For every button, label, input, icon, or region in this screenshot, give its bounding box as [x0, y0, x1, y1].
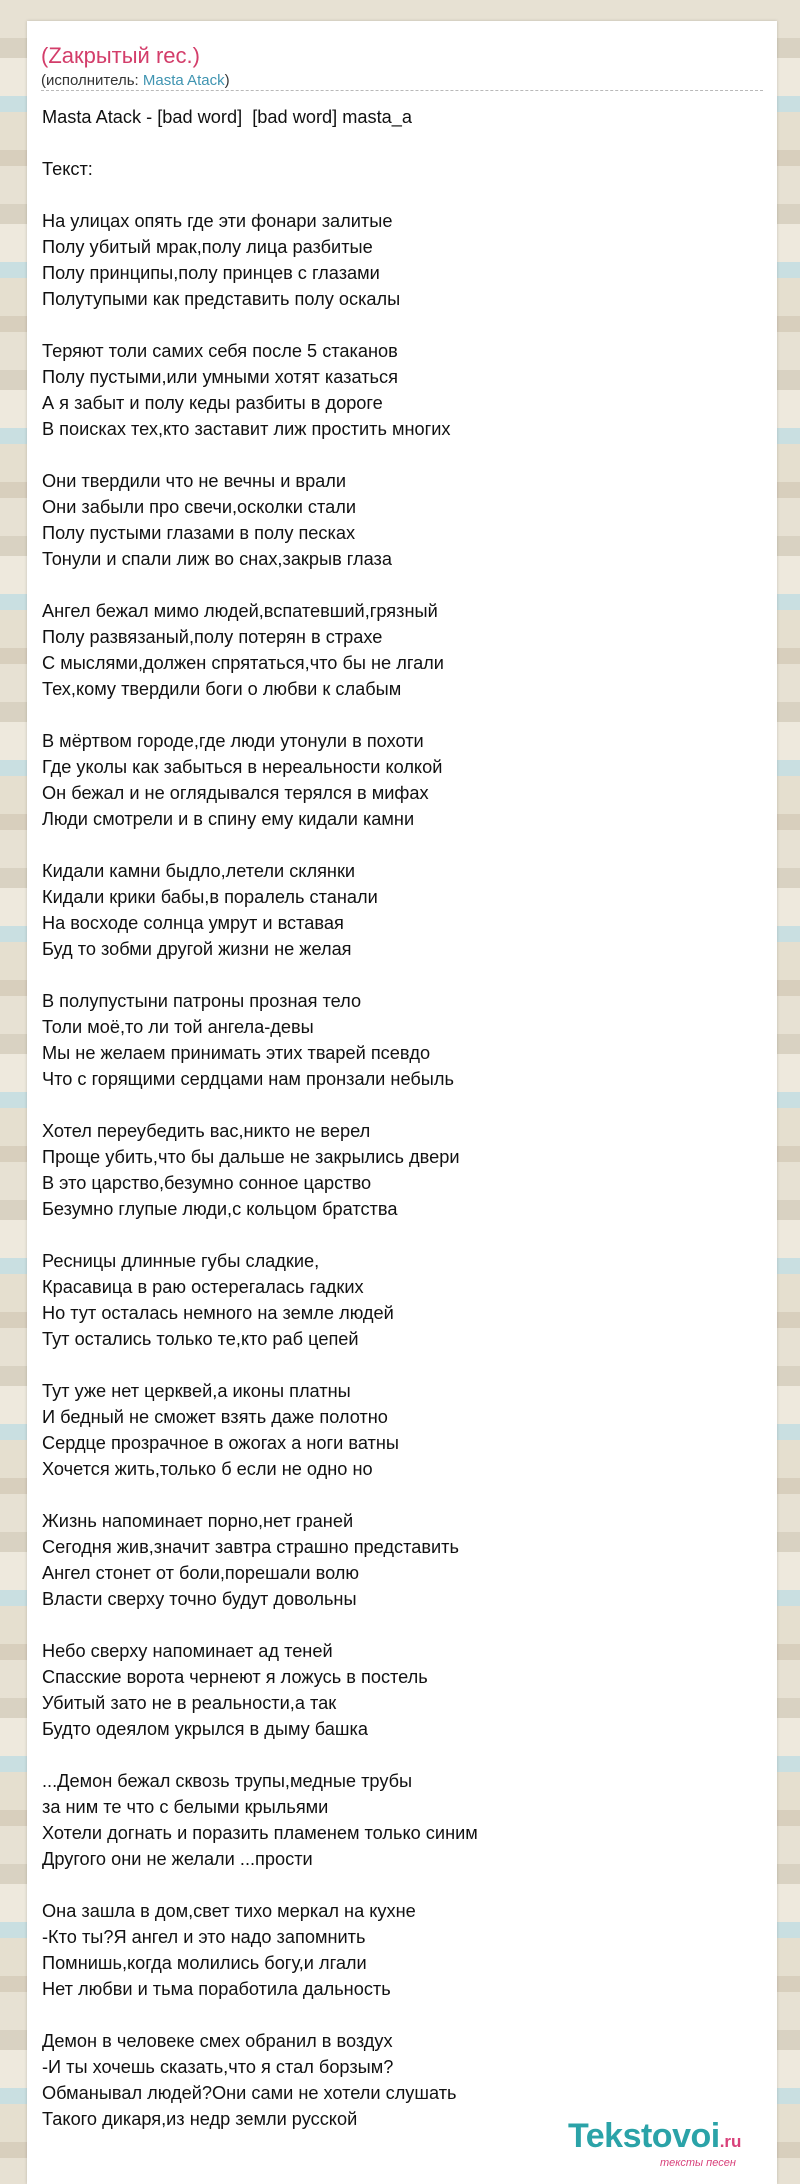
lyric-line: Толи моё,то ли той ангела-девы: [42, 1017, 314, 1037]
lyric-line: В мёртвом городе,где люди утонули в похоти: [42, 731, 424, 751]
logo-tagline: тексты песен: [660, 2157, 736, 2169]
lyric-line: Хотели догнать и поразить пламенем только синим: [42, 1823, 478, 1843]
blank-line: [42, 702, 762, 728]
site-logo[interactable]: [568, 2117, 768, 2177]
lyric-line: На восходе солнца умрут и вставая: [42, 913, 344, 933]
blank-line: [42, 442, 762, 468]
lyric-line: И бедный не сможет взять даже полотно: [42, 1407, 388, 1427]
lyric-line: Полу убитый мрак,полу лица разбитые: [42, 237, 373, 257]
lyric-line: В это царство,безумно сонное царство: [42, 1173, 372, 1193]
lyric-line: за ним те что с белыми крыльями: [42, 1797, 329, 1817]
lyric-line: Но тут осталась немного на земле людей: [42, 1303, 394, 1323]
lyric-line: Небо сверху напоминает ад теней: [42, 1641, 333, 1661]
lyric-line: Тут уже нет церквей,а иконы платны: [42, 1381, 351, 1401]
lyric-line: В поисках тех,кто заставит лиж простить многих: [42, 419, 451, 439]
stanza-list: [42, 208, 762, 2132]
lyric-line: В полупустыни патроны прозная тело: [42, 991, 362, 1011]
lyric-line: Тонули и спали лиж во снах,закрыв глаза: [42, 549, 393, 569]
song-title: (Zакрытый rec.): [41, 43, 200, 68]
performer-line: [41, 72, 230, 89]
lyric-line: А я забыт и полу кеды разбиты в дороге: [42, 393, 383, 413]
lyric-line: Где уколы как забыться в нереальности колкой: [42, 757, 443, 777]
blank-line: [42, 1352, 762, 1378]
blank-line: [42, 962, 762, 988]
blank-line: [42, 2002, 762, 2028]
lyric-line: Будто одеялом укрылся в дыму башка: [42, 1719, 368, 1739]
lyric-line: Другого они не желали ...прости: [42, 1849, 313, 1869]
stanza: [42, 338, 762, 468]
lyric-line: Сегодня жив,значит завтра страшно представить: [42, 1537, 459, 1557]
stanza: [42, 1118, 762, 1248]
stanza: [42, 1898, 762, 2028]
stanza: [42, 1768, 762, 1898]
stanza: [42, 468, 762, 598]
lyric-line: Ангел бежал мимо людей,вспатевший,грязный: [42, 601, 438, 621]
lyric-line: Безумно глупые люди,с кольцом братства: [42, 1199, 398, 1219]
stanza: [42, 988, 762, 1118]
stanza: [42, 1248, 762, 1378]
lyric-line: Теряют толи самих себя после 5 стаканов: [42, 341, 398, 361]
blank-line: [42, 1872, 762, 1898]
lyric-line: Власти сверху точно будут довольны: [42, 1589, 357, 1609]
lyric-line: Спасские ворота чернеют я ложусь в постель: [42, 1667, 428, 1687]
lyric-line: Такого дикаря,из недр земли русской: [42, 2109, 358, 2129]
stanza: [42, 728, 762, 858]
blank-line: [42, 832, 762, 858]
lyric-line: Люди смотрели и в спину ему кидали камни: [42, 809, 415, 829]
header-divider: [41, 90, 763, 91]
lyric-line: Кидали крики бабы,в поралель станали: [42, 887, 378, 907]
lyric-line: Хотел переубедить вас,никто не верел: [42, 1121, 371, 1141]
blank-line: [42, 1612, 762, 1638]
stanza: [42, 1638, 762, 1768]
lyrics-body: [42, 104, 762, 2132]
lyric-line: Мы не желаем принимать этих тварей псевдо: [42, 1043, 431, 1063]
performer-suffix: ): [224, 72, 230, 89]
lyric-line: Жизнь напоминает порно,нет граней: [42, 1511, 354, 1531]
blank-line: [42, 1482, 762, 1508]
lyric-line: Убитый зато не в реальности,а так: [42, 1693, 337, 1713]
stanza: [42, 1378, 762, 1508]
lyric-line: Помнишь,когда молились богу,и лгали: [42, 1953, 367, 1973]
blank-line: [42, 130, 762, 156]
lyric-line: Ресницы длинные губы сладкие,: [42, 1251, 320, 1271]
lyric-line: Полу пустыми,или умными хотят казаться: [42, 367, 398, 387]
blank-line: [42, 1222, 762, 1248]
blank-line: [42, 182, 762, 208]
lyric-line: Они забыли про свечи,осколки стали: [42, 497, 357, 517]
lyric-line: С мыслями,должен спрятаться,что бы не лгали: [42, 653, 444, 673]
lyric-line: Он бежал и не оглядывался терялся в мифах: [42, 783, 429, 803]
lyric-line: Полу принципы,полу принцев с глазами: [42, 263, 380, 283]
text-label: Текст:: [42, 159, 93, 179]
logo-domain: .ru: [719, 2132, 742, 2151]
lyric-line: Буд то зобми другой жизни не желая: [42, 939, 352, 959]
lyric-line: Демон в человеке смех обранил в воздух: [42, 2031, 393, 2051]
performer-link[interactable]: Masta Atack: [142, 72, 225, 89]
blank-line: [42, 1092, 762, 1118]
blank-line: [42, 312, 762, 338]
stanza: [42, 858, 762, 988]
lyric-line: Полу пустыми глазами в полу песках: [42, 523, 356, 543]
lyric-line: Красавица в раю остерегалась гадких: [42, 1277, 364, 1297]
lyric-line: Она зашла в дом,свет тихо меркал на кухне: [42, 1901, 416, 1921]
stanza: [42, 208, 762, 338]
lyric-line: -Кто ты?Я ангел и это надо запомнить: [42, 1927, 366, 1947]
lyrics-page: [27, 21, 777, 2184]
lyric-line: Ангел стонет от боли,порешали волю: [42, 1563, 360, 1583]
lyric-line: Хочется жить,только б если не одно но: [42, 1459, 373, 1479]
lyric-line: -И ты хочешь сказать,что я стал борзым?: [42, 2057, 394, 2077]
lyric-line: Проще убить,что бы дальше не закрылись двери: [42, 1147, 460, 1167]
lyric-line: Полутупыми как представить полу оскалы: [42, 289, 401, 309]
lyric-line: Обманывал людей?Они сами не хотели слушать: [42, 2083, 457, 2103]
lyric-line: Тут остались только те,кто раб цепей: [42, 1329, 359, 1349]
logo-brand: Tekstovoi: [568, 2117, 720, 2155]
lyric-line: Сердце прозрачное в ожогах а ноги ватны: [42, 1433, 399, 1453]
lyric-line: Тех,кому твердили боги о любви к слабым: [42, 679, 402, 699]
lyric-line: На улицах опять где эти фонари залитые: [42, 211, 393, 231]
stanza: [42, 598, 762, 728]
lyric-line: Нет любви и тьма поработила дальность: [42, 1979, 391, 1999]
stanza: [42, 1508, 762, 1638]
blank-line: [42, 572, 762, 598]
lyric-line: ...Демон бежал сквозь трупы,медные трубы: [42, 1771, 413, 1791]
lyric-line: Кидали камни быдло,летели склянки: [42, 861, 356, 881]
song-heading: Masta Atack - [bad word] [bad word] masta_a: [42, 107, 412, 127]
blank-line: [42, 1742, 762, 1768]
lyric-line: Что с горящими сердцами нам пронзали небыль: [42, 1069, 454, 1089]
lyric-line: Они твердили что не вечны и врали: [42, 471, 347, 491]
performer-prefix: (исполнитель:: [41, 72, 143, 89]
lyric-line: Полу развязаный,полу потерян в страхе: [42, 627, 383, 647]
